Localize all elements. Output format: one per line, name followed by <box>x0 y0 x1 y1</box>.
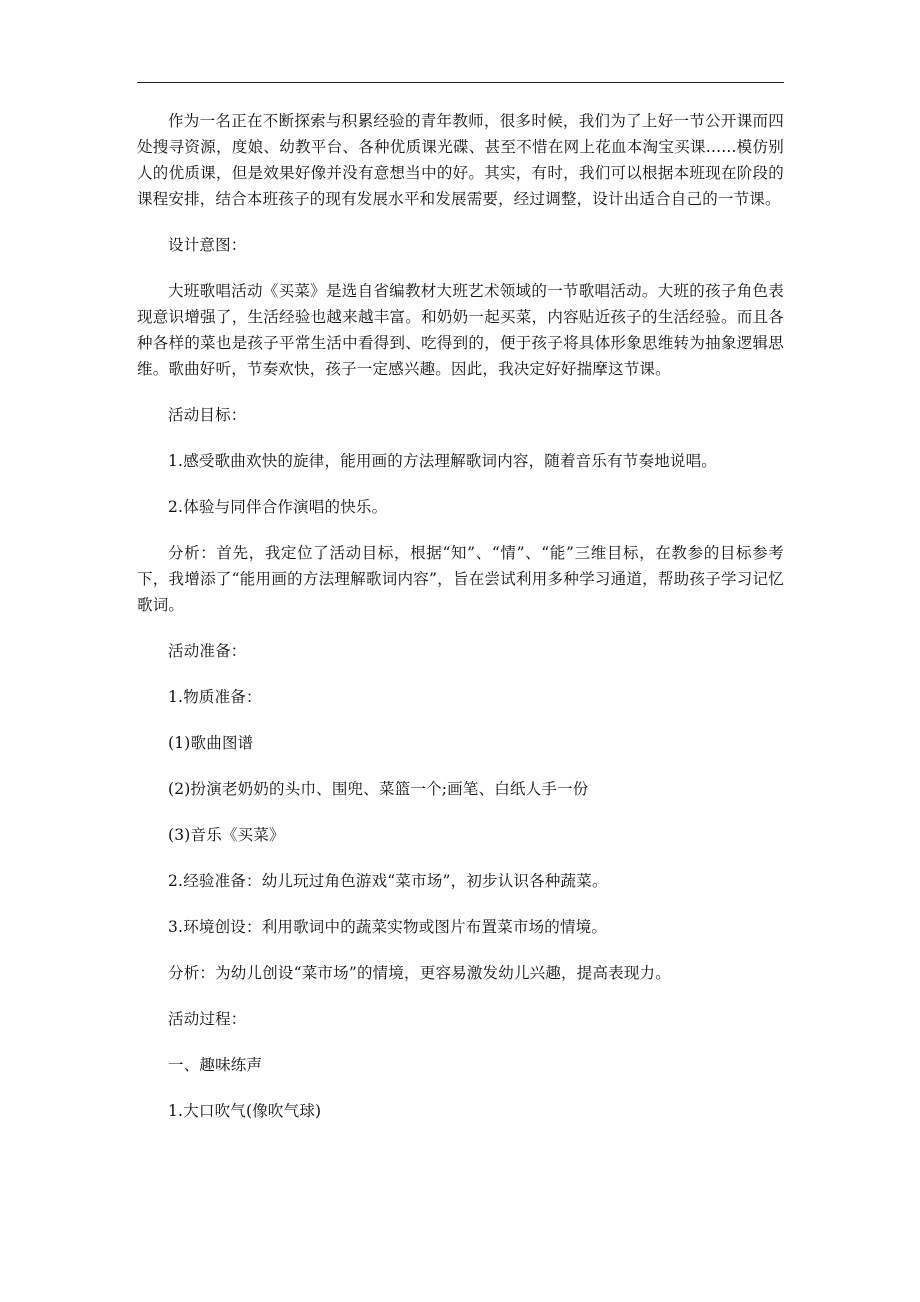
heading-activity-preparation: 活动准备： <box>168 642 247 660</box>
document-body <box>137 108 784 1124</box>
design-intent-paragraph: 大班歌唱活动《买菜》是选自省编教材大班艺术领域的一节歌唱活动。大班的孩子角色表现意识增强了，生活经验也越来越丰富。和奶奶一起买菜，内容贴近孩子的生活经验。而且各种各样的菜也是孩子平常生活中看得到、吃得到的，便于孩子将具体形象思维转为抽象逻辑思维。歌曲好听，节奏欢快，孩子一定感兴趣。因此，我决定好好揣摩这节课。 <box>137 282 784 378</box>
heading-design-intent: 设计意图： <box>168 236 247 254</box>
prep-item-material: 1.物质准备： <box>168 688 262 706</box>
header-rule <box>137 82 784 83</box>
heading-activity-goals: 活动目标： <box>168 406 247 424</box>
prep-subitem-3: (3)音乐《买菜》 <box>168 826 285 844</box>
goals-analysis-paragraph: 分析：首先，我定位了活动目标，根据“知”、“情”、“能”三维目标，在教参的目标参考下，我增添了“能用画的方法理解歌词内容”，旨在尝试利用多种学习通道，帮助孩子学习记忆歌词。 <box>137 544 784 614</box>
heading-activity-process: 活动过程： <box>168 1010 247 1028</box>
goal-item-1: 1.感受歌曲欢快的旋律，能用画的方法理解歌词内容，随着音乐有节奏地说唱。 <box>168 452 717 470</box>
prep-item-environment: 3.环境创设：利用歌词中的蔬菜实物或图片布置菜市场的情境。 <box>168 918 608 936</box>
process-section-1: 一、趣味练声 <box>168 1056 263 1074</box>
prep-subitem-1: (1)歌曲图谱 <box>168 734 254 752</box>
prep-analysis-paragraph: 分析：为幼儿创设“菜市场”的情境，更容易激发幼儿兴趣，提高表现力。 <box>168 964 671 982</box>
process-step-1: 1.大口吹气(像吹气球) <box>168 1102 322 1120</box>
intro-paragraph: 作为一名正在不断探索与积累经验的青年教师，很多时候，我们为了上好一节公开课而四处搜寻资源，度娘、幼教平台、各种优质课光碟、甚至不惜在网上花血本淘宝买课......模仿别人的优质课，但是效果好像并没有意想当中的好。其实，有时，我们可以根据本班现在阶段的课程安排，结合本班孩子的现有发展水平和发展需要，经过调整，设计出适合自己的一节课。 <box>137 112 784 208</box>
prep-subitem-2: (2)扮演老奶奶的头巾、围兜、菜篮一个;画笔、白纸人手一份 <box>168 780 589 798</box>
prep-item-experience: 2.经验准备：幼儿玩过角色游戏“菜市场”，初步认识各种蔬菜。 <box>168 872 608 890</box>
goal-item-2: 2.体验与同伴合作演唱的快乐。 <box>168 498 388 516</box>
